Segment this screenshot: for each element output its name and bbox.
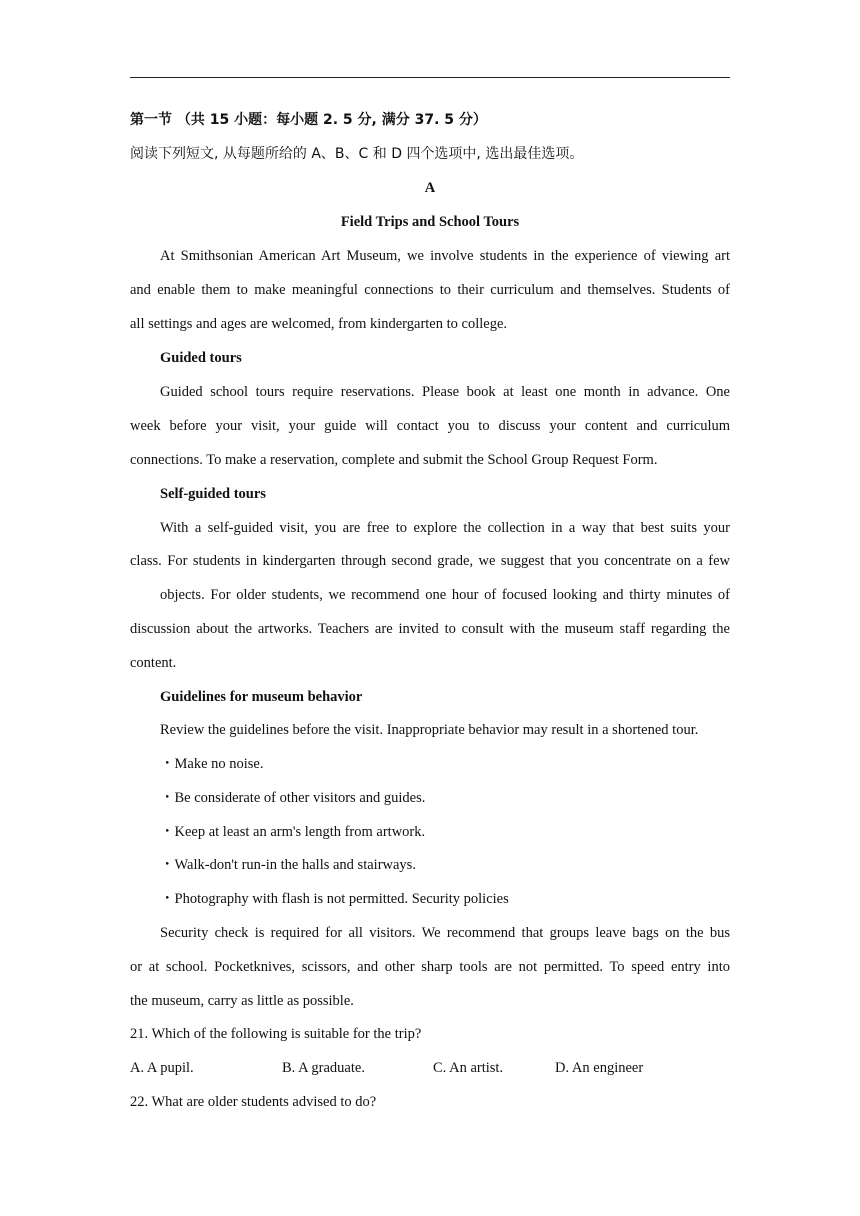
question-21-option-c: C. An artist.	[433, 1060, 504, 1076]
guided-heading: Guided tours	[160, 350, 242, 366]
guidelines-heading: Guidelines for museum behavior	[160, 689, 363, 705]
self-guided-line-3: objects. For older students, we recommend one hour of focused looking and thirty minutes of	[160, 587, 730, 603]
passage-label: A	[424, 180, 436, 196]
instruction: 阅读下列短文, 从每题所给的 A、B、C 和 D 四个选项中, 选出最佳选项。	[130, 146, 584, 162]
intro-line-2: and enable them to make meaningful connections to their curriculum and themselves. Students of	[130, 282, 730, 298]
security-line-3: the museum, carry as little as possible.	[130, 993, 354, 1009]
guidelines-intro: Review the guidelines before the visit. Inappropriate behavior may result in a shortened tour.	[160, 722, 699, 738]
self-guided-line-1: With a self-guided visit, you are free to explore the collection in a way that best suits your	[160, 520, 730, 536]
guided-line-2: week before your visit, your guide will contact you to discuss your content and curriculum	[130, 418, 730, 434]
guideline-bullet: ・Keep at least an arm's length from artwork.	[160, 824, 426, 840]
security-line-1: Security check is required for all visitors. We recommend that groups leave bags on the bus	[160, 925, 730, 941]
section-header: 第一节 （共 15 小题：每小题 2. 5 分, 满分 37. 5 分）	[130, 112, 487, 128]
guideline-bullet: ・Walk-don't run-in the halls and stairways.	[160, 857, 416, 873]
question-21-option-d: D. An engineer	[555, 1060, 644, 1076]
header-rule	[130, 77, 730, 78]
self-guided-line-2: class. For students in kindergarten through second grade, we suggest that you concentrate on a few	[130, 553, 730, 569]
intro-line-1: At Smithsonian American Art Museum, we involve students in the experience of viewing art	[160, 248, 730, 264]
question-22-stem: 22. What are older students advised to do?	[130, 1094, 377, 1110]
self-guided-line-5: content.	[130, 655, 177, 671]
guided-line-3: connections. To make a reservation, complete and submit the School Group Request Form.	[130, 452, 658, 468]
question-21-option-b: B. A graduate.	[282, 1060, 365, 1076]
intro-line-3: all settings and ages are welcomed, from kindergarten to college.	[130, 316, 507, 332]
guided-line-1: Guided school tours require reservations. Please book at least one month in advance. One	[160, 384, 730, 400]
guideline-bullet: ・Photography with flash is not permitted. Security policies	[160, 891, 509, 907]
guideline-bullet: ・Make no noise.	[160, 756, 264, 772]
security-line-2: or at school. Pocketknives, scissors, and other sharp tools are not permitted. To speed entry into	[130, 959, 730, 975]
question-21-option-a: A. A pupil.	[130, 1060, 194, 1076]
self-guided-line-4: discussion about the artworks. Teachers are invited to consult with the museum staff regarding the	[130, 621, 730, 637]
passage-title: Field Trips and School Tours	[340, 214, 520, 230]
question-21-stem: 21. Which of the following is suitable for the trip?	[130, 1026, 422, 1042]
guideline-bullet: ・Be considerate of other visitors and guides.	[160, 790, 426, 806]
self-guided-heading: Self-guided tours	[160, 486, 266, 502]
